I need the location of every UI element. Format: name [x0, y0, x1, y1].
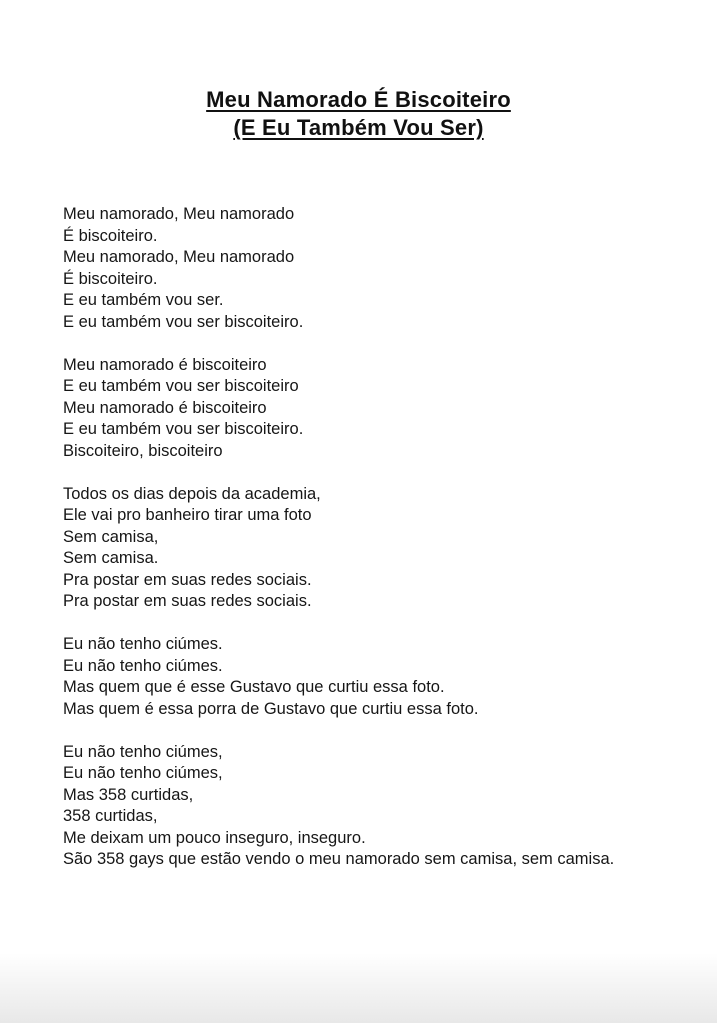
lyric-line: Eu não tenho ciúmes, — [63, 764, 223, 782]
lyric-line: Sem camisa. — [63, 549, 159, 567]
stanza-2 — [63, 355, 658, 463]
lyric-line: Meu namorado, Meu namorado — [63, 205, 295, 223]
lyric-line: Meu namorado é biscoiteiro — [63, 398, 267, 417]
stanza-5 — [63, 742, 658, 871]
lyric-line: Pra postar em suas redes sociais. — [63, 592, 312, 610]
lyric-line: Eu não tenho ciúmes, — [63, 742, 223, 761]
lyric-line: Mas quem é essa porra de Gustavo que curtiu essa foto. — [63, 699, 479, 718]
lyrics-body — [63, 204, 658, 871]
lyric-line: Mas 358 curtidas, — [63, 785, 194, 804]
stanza-1 — [63, 204, 658, 333]
lyric-line: Me deixam um pouco inseguro, inseguro. — [63, 828, 366, 847]
lyric-line: Todos os dias depois da academia, — [63, 484, 321, 503]
lyric-line: 358 curtidas, — [63, 807, 158, 825]
lyric-line: Pra postar em suas redes sociais. — [63, 570, 312, 589]
lyric-line: Mas quem que é esse Gustavo que curtiu essa foto. — [63, 678, 445, 696]
lyric-line: E eu também vou ser biscoiteiro. — [63, 312, 304, 331]
lyric-line: Ele vai pro banheiro tirar uma foto — [63, 506, 312, 524]
page-bottom-fade — [0, 953, 717, 1023]
lyric-line: Meu namorado, Meu namorado — [63, 248, 295, 266]
lyric-line: É biscoiteiro. — [63, 269, 158, 288]
lyric-line: Meu namorado é biscoiteiro — [63, 355, 267, 374]
lyric-line: Sem camisa, — [63, 527, 159, 546]
lyric-line: Eu não tenho ciúmes. — [63, 656, 223, 675]
lyric-line: É biscoiteiro. — [63, 226, 158, 245]
stanza-3 — [63, 484, 658, 613]
song-title-line-2: (E Eu Também Vou Ser) — [233, 115, 484, 140]
lyric-line: E eu também vou ser biscoiteiro. — [63, 420, 304, 438]
lyric-line: Biscoiteiro, biscoiteiro — [63, 441, 223, 460]
lyric-line: São 358 gays que estão vendo o meu namorado sem camisa, sem camisa. — [63, 850, 615, 868]
song-title — [0, 0, 717, 142]
song-title-line-1: Meu Namorado É Biscoiteiro — [206, 87, 511, 112]
stanza-4 — [63, 634, 658, 720]
lyric-line: E eu também vou ser. — [63, 291, 224, 309]
lyric-line: E eu também vou ser biscoiteiro — [63, 377, 299, 395]
lyric-line: Eu não tenho ciúmes. — [63, 635, 223, 653]
